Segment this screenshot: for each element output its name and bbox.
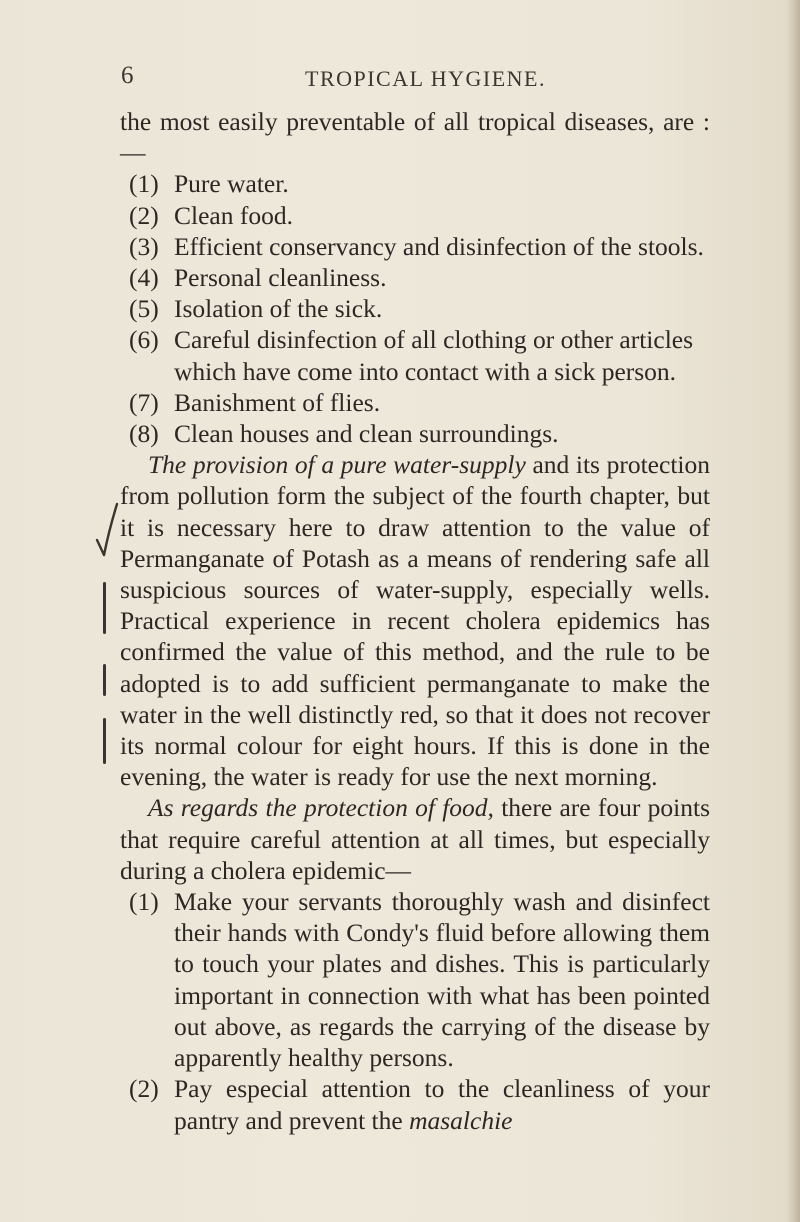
list-item	[129, 1073, 710, 1135]
list-text	[174, 1073, 710, 1135]
list-number: (3)	[129, 231, 159, 261]
list-text: Personal cleanliness.	[174, 263, 387, 293]
list-text-plain: Pay especial attention to the cleanliness of your pantry and prevent the	[174, 1074, 710, 1135]
list-number: (5)	[129, 294, 159, 324]
list-number: (7)	[129, 387, 159, 417]
list-number: (6)	[129, 325, 159, 355]
list-item	[129, 418, 710, 449]
list-text: Clean food.	[174, 200, 293, 230]
italic-lead: The provision of a pure water-supply	[148, 450, 526, 480]
paragraph-text: and its protection from pollution form the subject of the fourth chapter, but it is necessary here to draw attention to the value of Permanganate of Potash as a means of rendering safe all suspicious sources of water-supply, especially wells. Practical experience in recent cholera epidemics has confirmed the value of this method, and the rule to be adopted is to add sufficient permanganate to make the water in the well distinctly red, so that it does not recover its normal colour for eight hours. If this is done in the evening, the water is ready for use the next morning.	[120, 450, 710, 792]
list-text-italic: masalchie	[409, 1105, 513, 1135]
list-text: Pure water.	[174, 169, 289, 199]
paragraph-text: there are four points that require careful attention at all times, but especially during a cholera epidemic—	[120, 793, 710, 885]
list-number: (8)	[129, 419, 159, 449]
margin-bar	[103, 718, 106, 764]
list-number: (4)	[129, 263, 159, 293]
italic-lead: As regards the protection of food,	[148, 793, 494, 823]
list-text: Efficient conservancy and disinfection of the stools.	[174, 231, 704, 261]
food-points-list	[120, 886, 710, 1136]
margin-bar	[103, 582, 106, 634]
prevention-list	[120, 168, 710, 449]
running-title: TROPICAL HYGIENE.	[305, 66, 546, 91]
check-mark-icon	[95, 500, 119, 594]
page-edge-shadow	[786, 0, 800, 1222]
list-item	[129, 886, 710, 1073]
list-item	[129, 231, 710, 262]
list-text: Banishment of flies.	[174, 387, 381, 417]
food-protection-paragraph	[120, 792, 710, 886]
page-header	[0, 62, 800, 98]
margin-bar	[103, 664, 106, 696]
list-item	[129, 200, 710, 231]
list-text: Careful disinfection of all clothing or other articles which have come into contact with a sick person.	[174, 325, 694, 386]
intro-paragraph: the most easily preventable of all tropical diseases, are :—	[120, 107, 710, 168]
list-item	[129, 262, 710, 293]
list-text: Clean houses and clean surroundings.	[174, 419, 559, 449]
list-number: (1)	[129, 169, 159, 199]
list-text: Make your servants thoroughly wash and disinfect their hands with Condy's fluid before allowing them to touch your plates and dishes. This is particularly important in connection with what has been pointed out above, as regards the carrying of the disease by apparently healthy persons.	[174, 887, 710, 1073]
list-number: (1)	[129, 887, 159, 917]
water-supply-paragraph	[120, 449, 710, 792]
list-item	[129, 387, 710, 418]
body-text	[120, 106, 710, 1136]
list-item	[129, 293, 710, 324]
list-item	[129, 168, 710, 199]
page-number: 6	[121, 62, 134, 89]
list-text: Isolation of the sick.	[174, 294, 383, 324]
list-number: (2)	[129, 200, 159, 230]
list-item	[129, 324, 710, 386]
list-number: (2)	[129, 1074, 159, 1104]
